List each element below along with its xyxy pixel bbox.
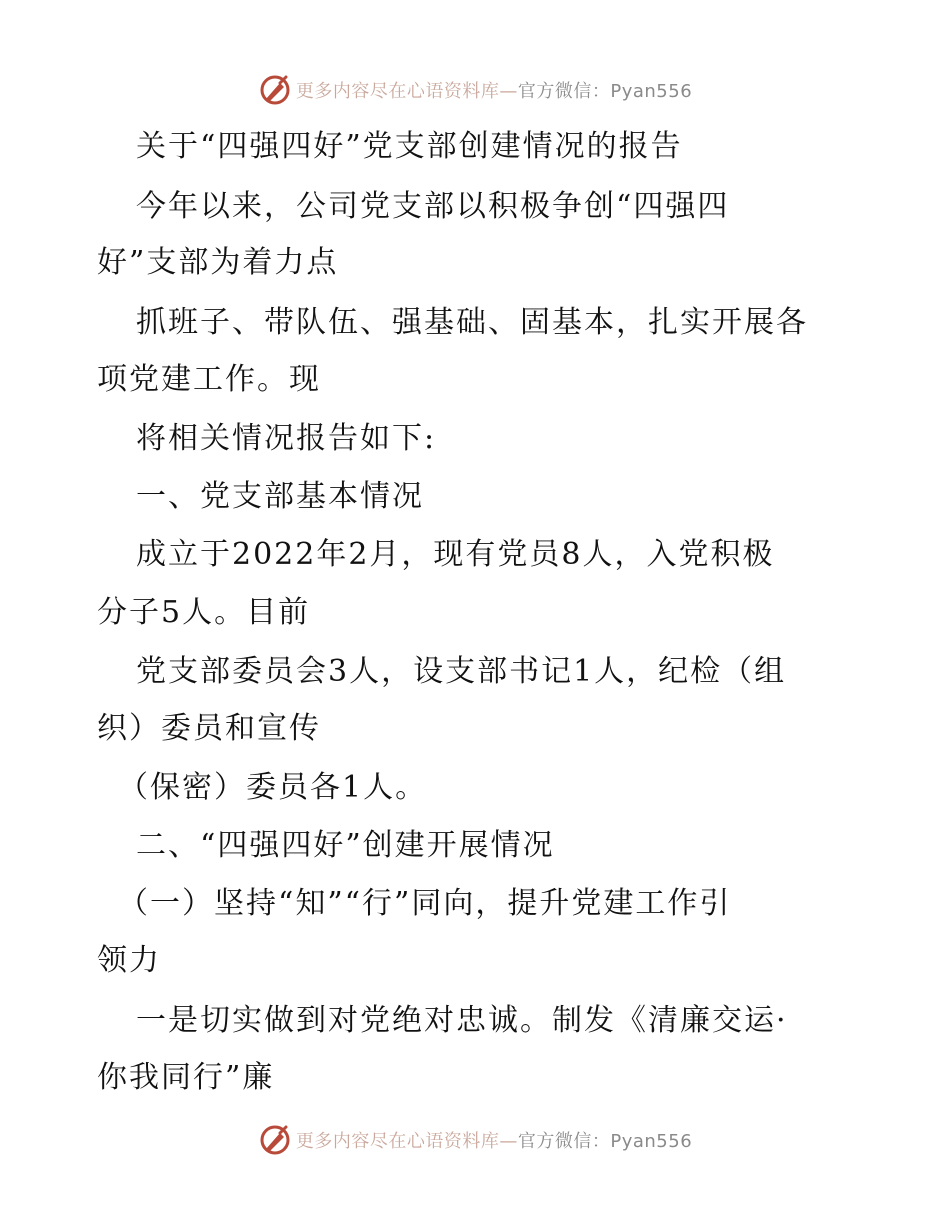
document-title: 关于“四强四好”党支部创建情况的报告 [136,129,683,164]
paragraph-line: 抓班子、带队伍、强基础、固基本，扎实开展各 [136,305,808,340]
watermark-text [296,1127,692,1153]
watermark-prefix: 更多内容尽在心语资料库— [295,1131,518,1152]
watermark-suffix: 官方微信：Pyan556 [517,1131,693,1152]
watermark-text [296,77,692,103]
paragraph-line: 织）委员和宣传 [97,711,321,746]
pen-logo-icon [258,1123,292,1157]
watermark-prefix: 更多内容尽在心语资料库— [295,81,518,102]
paragraph-line: 一是切实做到对党绝对忠诚。制发《清廉交运· [136,1003,788,1038]
section-heading: 一、党支部基本情况 [136,479,424,514]
watermark-suffix: 官方微信：Pyan556 [517,81,693,102]
paragraph-line: 将相关情况报告如下: [136,421,437,456]
header-watermark [0,70,950,110]
paragraph-line: （保密）委员各1人。 [118,770,428,805]
footer-watermark [0,1120,950,1160]
paragraph-line: 党支部委员会3人，设支部书记1人，纪检（组 [136,654,787,689]
subsection-heading: （一）坚持“知”“行”同向，提升党建工作引 [118,886,732,921]
paragraph-line: 成立于2022年2月，现有党员8人，入党积极 [136,537,775,572]
paragraph-line: 领力 [97,943,161,978]
paragraph-line: 项党建工作。现 [97,362,321,397]
paragraph-line: 今年以来，公司党支部以积极争创“四强四 [136,189,730,224]
pen-logo-icon [258,73,292,107]
paragraph-line: 好”支部为着力点 [97,245,339,280]
section-heading: 二、“四强四好”创建开展情况 [136,828,555,863]
paragraph-line: 你我同行”廉 [97,1060,275,1095]
paragraph-line: 分子5人。目前 [97,595,311,630]
